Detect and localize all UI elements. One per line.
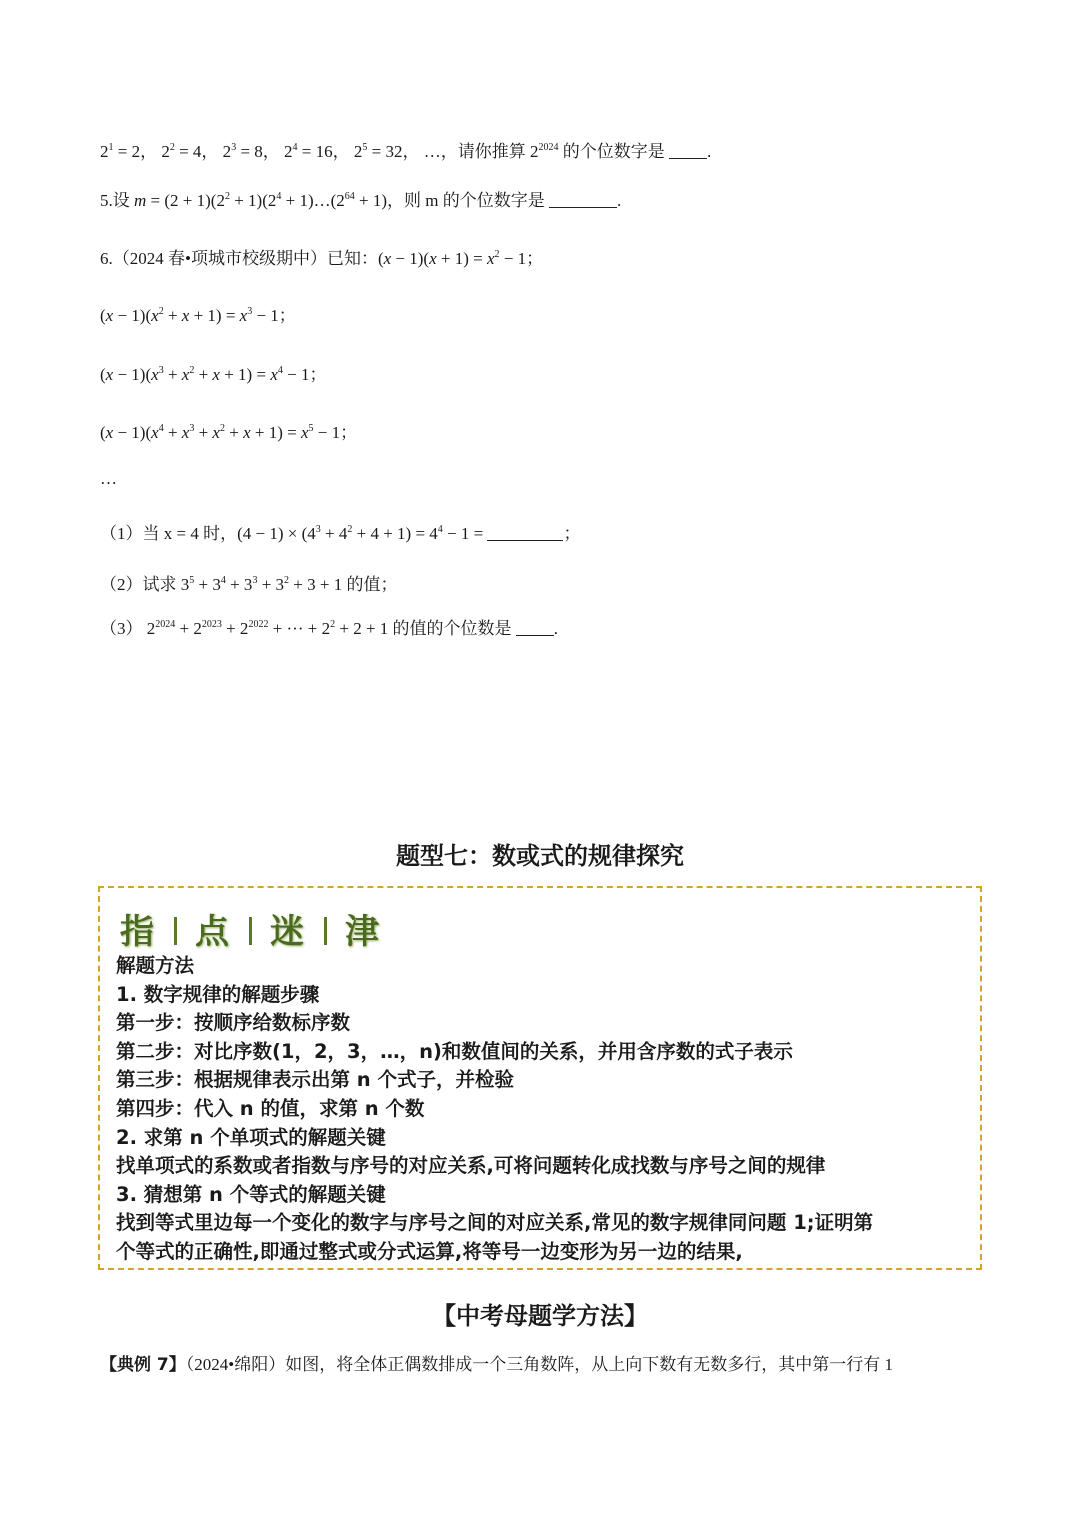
tips-line: 找单项式的系数或者指数与序号的对应关系,可将问题转化成找数与序号之间的规律 bbox=[116, 1154, 826, 1178]
q6-eq2: $(x - 1)(x^2 + x + 1) = x^3 - 1$； bbox=[100, 306, 296, 325]
q6-part1: （1）当 x = 4 时，$(4 - 1) \times (4^3 + 4^2 + 4 + 1) = 4^4 - 1$ = ； bbox=[100, 524, 581, 543]
q6-ellipsis: … bbox=[100, 469, 117, 488]
tips-box bbox=[98, 886, 982, 1270]
q6-part2-label: （2）试求 bbox=[100, 575, 181, 594]
q6-part3-blank[interactable] bbox=[516, 621, 554, 636]
tips-badge-char-4: 津 bbox=[345, 912, 381, 952]
tips-badge-char-2: 点 bbox=[195, 912, 231, 952]
q6-eq4: $(x - 1)(x^4 + x^3 + x^2 + x + 1) = x^5 - 1$； bbox=[100, 423, 358, 442]
q6-part3-label: （3） bbox=[100, 619, 143, 638]
tips-line: 解题方法 bbox=[116, 954, 195, 977]
q5-answer-blank[interactable] bbox=[549, 193, 617, 208]
tips-badge-separator bbox=[324, 917, 327, 945]
q6-part3: （3） $2^{2024} + 2^{2023} + 2^{2022}$ + ··· + $2^2 + 2 + 1$ 的值的个位数是 . bbox=[100, 619, 559, 638]
tips-badge-separator bbox=[249, 917, 252, 945]
q5-formula: $m = (2 + 1)(2^2 + 1)(2^4$ + $1)\dots(2^{64} + 1)$ bbox=[134, 191, 388, 210]
tips-badge-separator bbox=[174, 917, 177, 945]
tips-line: 1. 数字规律的解题步骤 bbox=[116, 982, 320, 1006]
q4-text2: 的个位数字是 bbox=[558, 142, 665, 161]
q6-part2 bbox=[100, 574, 397, 596]
q6-part1-formula: $(4 - 1) \times (4^3 + 4^2 + 4 + 1) = 4^4 - 1$ = bbox=[237, 524, 488, 543]
tips-body bbox=[116, 952, 970, 1267]
q5-line: 5.设 $m = (2 + 1)(2^2 + 1)(2^4$ + $1)\dots(2^{64} + 1)$，则 m 的个位数字是 . bbox=[100, 191, 622, 210]
tips-line: 个等式的正确性,即通过整式或分式运算,将等号一边变形为另一边的结果, bbox=[116, 1239, 743, 1263]
q5-prefix: 5.设 bbox=[100, 191, 134, 210]
q6-part2-suffix: 的值； bbox=[342, 575, 398, 594]
section-title: 题型七：数或式的规律探究 bbox=[396, 842, 684, 870]
tips-line: 第三步：根据规律表示出第 n 个式子，并检验 bbox=[116, 1068, 514, 1092]
tips-line: 找到等式里边每一个变化的数字与序号之间的对应关系,常见的数字规律同问题 1;证明第 bbox=[116, 1211, 874, 1235]
tips-line: 2. 求第 n 个单项式的解题关键 bbox=[116, 1125, 386, 1149]
tips-line: 3. 猜想第 n 个等式的解题关键 bbox=[116, 1182, 386, 1206]
q6-eq3: $(x - 1)(x^3 + x^2 + x + 1) = x^4 - 1$； bbox=[100, 365, 327, 384]
q5-suffix: ，则 m 的个位数字是 bbox=[387, 191, 545, 210]
q4-line: $2^1 = 2$， $2^2 = 4$， $2^3 = 8$， $2^4 = 16$， $2^5 = 32$， …，请你推算 $2^{2024}$ 的个位数字是 . bbox=[100, 142, 712, 161]
q6-intro: 6.（2024 春•项城市校级期中）已知： bbox=[100, 249, 378, 268]
q4-formula: $2^1 = 2$， $2^2 = 4$， $2^3 = 8$， $2^4 = 16$， $2^5 = 32$， … bbox=[100, 142, 441, 161]
q6-part1-label: （1）当 x = 4 时， bbox=[100, 524, 238, 543]
q6-part2-formula: $3^5 + 3^4 + 3^3 + 3^2 + 3 + 1$ bbox=[180, 575, 343, 594]
tips-badge-char-1: 指 bbox=[120, 912, 156, 952]
tips-line: 第四步：代入 n 的值，求第 n 个数 bbox=[116, 1096, 425, 1120]
tips-line: 第二步：对比序数(1，2，3，…，n)和数值间的关系，并用含序数的式子表示 bbox=[116, 1039, 793, 1063]
sub-title: 【中考母题学方法】 bbox=[432, 1302, 648, 1330]
q4-exp: 2024 bbox=[538, 142, 559, 153]
tips-line: 第一步：按顺序给数标序数 bbox=[116, 1011, 351, 1035]
q6-part1-blank[interactable] bbox=[487, 526, 563, 541]
tips-badge bbox=[120, 904, 381, 952]
example-line bbox=[100, 1350, 893, 1375]
q4-answer-blank[interactable] bbox=[669, 144, 707, 159]
q6-intro-line bbox=[100, 248, 543, 270]
example-label: 【典例 7】 bbox=[100, 1355, 186, 1375]
q6-part3-formula: $2^{2024} + 2^{2023} + 2^{2022}$ + ··· + $2^2 + 2 + 1$ bbox=[146, 619, 389, 638]
q6-part3-suffix: 的值的个位数是 bbox=[388, 619, 512, 638]
q4-text: ，请你推算 2 bbox=[440, 142, 539, 161]
q6-eq1: $(x - 1)(x + 1) = x^2 - 1$； bbox=[377, 249, 544, 268]
example-text: （2024•绵阳）如图，将全体正偶数排成一个三角数阵，从上向下数有无数多行，其中第一行有 1 bbox=[185, 1355, 893, 1374]
tips-badge-char-3: 迷 bbox=[270, 912, 306, 952]
